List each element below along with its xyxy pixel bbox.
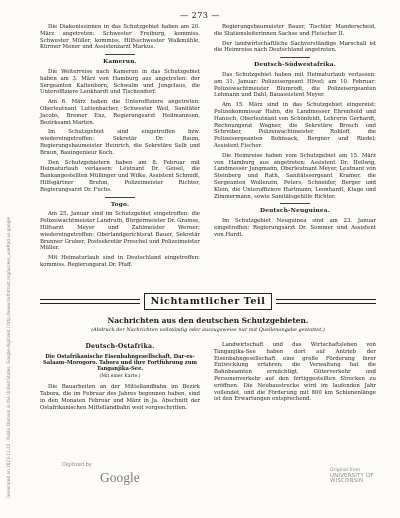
notice-paragraph: Den Schutzgebietern haben am 8. Februar mit Heimaturlaub verlassen: Leutnant Dr. Geisel, die Bankangestellten Müllinger und Wilke, Assistent Schmidt, Hilfsgärtner Brehm, Polizeimeister Richter, Regierungsarzt Dr. Fuchs. — [40, 159, 200, 193]
article-heading: Die Ostafrikanische Eisenbahngesellschaft, Dar-es-Salaam–Morogoro. Tabora und ihre Fortführung zum Tanganjika-See. — [42, 353, 198, 373]
section-divider — [105, 197, 135, 198]
notice-paragraph: Die Diakonissinnen in das Schutzgebiet haben am 20. März angetreten: Schwester Freiburg, kommiss. Schwester Müller, kommiss. Hilfsschwester Walkmühle, Kürmer Mener und Assistenzarzt Markus. — [40, 24, 200, 51]
original-source — [330, 468, 400, 485]
article-note: (Mit einer Karte.) — [99, 374, 141, 380]
article-paragraph: Die Bauarbeiten an der Mittellandbahn im Bezirk Tabora, die im Februar des Jahres begonnen haben, sind in den Monaten Februar und März in Ja. Abschnitt der Ostafrikanischen Mittellandbahn weit vorgeschritten. — [40, 384, 200, 411]
university-label: UNIVERSITY OF WISCONSIN — [330, 472, 374, 485]
column-top-right — [214, 24, 376, 242]
banner-rule-right — [276, 299, 376, 304]
notice-paragraph: Am 15. März sind in das Schutzgebiet eingereist: Polizeikommissar Hahn, die Landmesser Ehrenhold und Hanisch, Oberleutnant von Schönfeldt, Lehrerin Gerhardt, Rechnungsrat Wagner, die Sekretäre Brosch und Schreiber, Polizeiwachtmeister Rohloff, die Polizeisergeanten Bohnsack, Bergner und Riedel; Assistent Fischer. — [214, 102, 376, 149]
column-bottom-left — [40, 342, 200, 414]
column-top-left — [40, 24, 200, 272]
notice-paragraph: Der landwirtschaftliche Sachverständige Marschall ist die Heimreise nach Deutschland angetreten. — [214, 40, 376, 54]
google-logo: Google — [100, 470, 140, 485]
notice-paragraph: Die Weiterreise nach Kamerun in das Schutzgebiet haben am 3. März von Hamburg aus angetreten: der Sergeanten Kaltenborn, Schwalm und Jungclaus, die Unteroffiziere Lenkhardt und Tischendorf. — [40, 68, 200, 96]
banner-rule-left — [40, 299, 140, 304]
notice-paragraph: Am 25. Januar sind im Schutzgebiet eingetroffen: die Polizeiwachtmeister Landruth, Bürgermeister Dr. Gramse, Hilfsarzt Meyer und Zahlmeister Werner; wiedereingetroffen: Oberlandgerichtsrat Bauer, Sekretär Brunner Gruber, Postsekretär Preschel und Polizeimeister Müller. — [40, 211, 200, 252]
notice-paragraph: Das Schutzgebiet haben mit Heimaturlaub verlassen: am 31. Januar: Polizeisergeant Hövel; am 10. Februar: Polizeiwachtmeister Blumrodt, die Polizeisergeanten Lehmann und Dahl, Bauassistent Meyer. — [214, 71, 376, 99]
notice-paragraph: Im Schutzgebiet sind eingetroffen bzw. wiedereingetroffen: Sekretär Dr. Baum, Regierungsbaumeister Heinrich, die Sekretäre Selb und Braun, Bauingenieur Koch. — [40, 129, 200, 156]
region-heading: Togo. — [110, 201, 130, 208]
banner-label: Nichtamtlicher Teil — [144, 293, 273, 310]
section-divider — [280, 57, 310, 58]
region-heading: Deutsch-Neuguinea. — [260, 208, 330, 215]
section-subtitle: (Abdruck der Nachrichten vollständig oder auszugsweise nur mit Quellenangabe gestattet.) — [91, 327, 325, 333]
notice-paragraph: Die Heimreise haben vom Schutzgebiet am 15. März von Hamburg aus angetreten: Assistent Dr. Hellwig, Landmesser Jungmann, Oberleutnant Meyer, Leutnant von Steinberg und Rath, Sanitätssergeant Kramer, die Sergeanten Wollenzin, Peters, Schneider, Berger und Klein, die Unteroffiziere Hartmann, Leonhardt, Kluge und Zimmermann, sowie Sanitätsgehilfe Richter. — [214, 152, 376, 200]
column-bottom-right — [214, 342, 376, 406]
notice-paragraph: Mit Heimaturlaub sind in Deutschland eingetroffen: kommiss. Regierungsrat Dr. Pfaff. — [40, 255, 200, 268]
page-number: — 273 — — [180, 11, 220, 20]
region-heading: Kamerun. — [103, 59, 137, 66]
digitized-by-label: Digitized by — [62, 462, 92, 468]
original-from-label: Original from — [330, 468, 361, 473]
region-heading: Deutsch-Südwestafrika. — [254, 62, 336, 69]
access-notice: Generated on 2023-11-22 · Public Domain in the United States, Google-digitized / http://www.hathitrust.org/access_use#pd-us-google — [6, 217, 11, 498]
notice-paragraph: Am 6. März haben die Unteroffiziere angetreten: Oberleutnant Luttenbacher, Schwester Weil, Sanitäter Jacobs, Bremer Enz, Regierungsarzt Heilmannsen, Bezirksamt Marten. — [40, 99, 200, 126]
section-title: Nachrichten aus den deutschen Schutzgebieten. — [107, 316, 309, 325]
section-banner — [40, 292, 376, 310]
section-divider — [280, 203, 310, 204]
notice-paragraph: Regierungsbaumeister Bauer, Tischler Manderscheid, die Stationsleiterinnen Sachse und Fleischer II. — [214, 24, 376, 37]
notice-paragraph: Im Schutzgebiet Neuguinea sind am 23. Januar eingetroffen: Regierungsarzt Dr. Sommer und Assistent von Hardt. — [214, 218, 376, 238]
article-paragraph: Landwirtschaft und das Wirtschaftsleben von Tanganjika-See haben dort auf Antrieb der Eisenbahngesellschaft eine große Förderung ihrer Entwicklung erfahren; die Verwaltung hat die Bahnbeamten ermächtigt, Güterverkehr und Personenverkehr auf den fertiggestellten Strecken zu eröffnen. Die Neubaustrecke wird im laufenden Jahr vollendet, und die Förderung mit 800 km Schienenlänge ist den Erwartungen entsprechend. — [214, 342, 376, 403]
section-divider — [105, 54, 135, 55]
article-body — [40, 384, 200, 411]
region-heading: Deutsch-Ostafrika. — [85, 343, 155, 350]
